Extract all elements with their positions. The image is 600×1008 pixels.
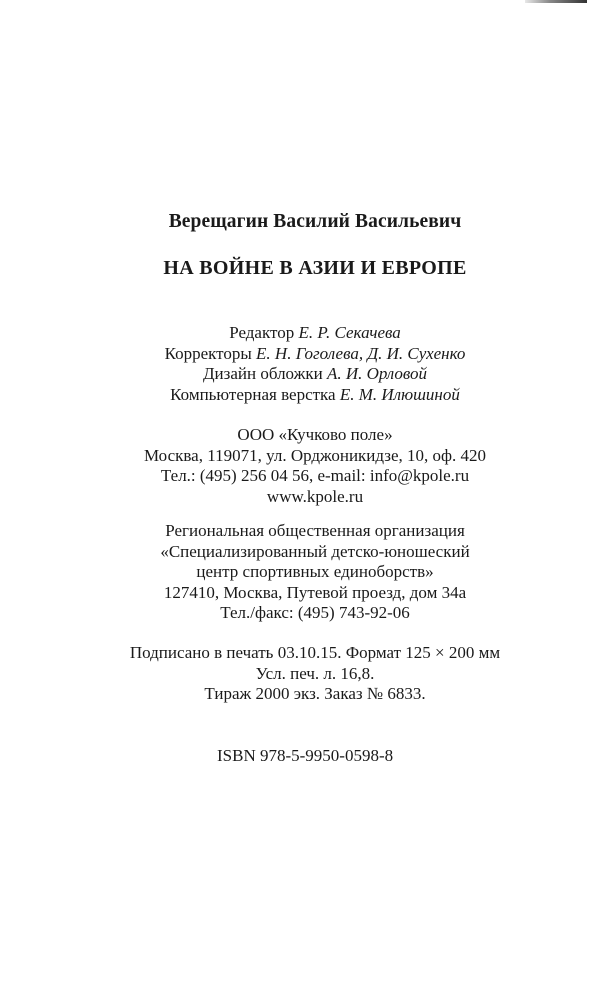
print-sheets: Усл. печ. л. 16,8. <box>255 663 375 683</box>
org-address: 127410, Москва, Путевой проезд, дом 34а <box>163 582 467 602</box>
credit-role: Дизайн обложки <box>202 364 323 383</box>
credit-person: А. И. Орловой <box>326 364 428 383</box>
credit-role: Редактор <box>229 323 295 342</box>
book-title: НА ВОЙНЕ В АЗИИ И ЕВРОПЕ <box>163 257 467 279</box>
org-line-3: центр спортивных единоборств» <box>196 562 434 581</box>
organization-block <box>0 521 600 624</box>
scan-edge-artifact <box>525 0 587 3</box>
credit-person: Е. Н. Гоголева, Д. И. Сухенко <box>256 343 466 363</box>
credit-role: Корректоры <box>164 343 252 363</box>
book-author: Верещагин Василий Васильевич <box>168 211 462 232</box>
credits-block <box>0 323 600 405</box>
credit-role: Компьютерная верстка <box>170 384 336 404</box>
credit-cover-design <box>30 364 600 385</box>
isbn: ISBN 978-5-9950-0598-8 <box>217 746 394 765</box>
print-info-block <box>0 643 600 705</box>
org-phone: Тел./факс: (495) 743-92-06 <box>220 603 410 622</box>
publisher-address: Москва, 119071, ул. Орджоникидзе, 10, оф. 420 <box>143 445 487 465</box>
credit-layout <box>30 385 600 406</box>
credit-person: Е. Р. Секачева <box>298 323 401 342</box>
org-line-1: Региональная общественная организация <box>165 521 465 540</box>
credit-person: Е. М. Илюшиной <box>339 384 460 404</box>
publisher-block <box>0 425 600 507</box>
print-run: Тираж 2000 экз. Заказ № 6833. <box>204 684 426 703</box>
publisher-contacts: Тел.: (495) 256 04 56, e-mail: info@kpole.ru <box>160 466 470 485</box>
credit-proofreaders <box>30 344 600 365</box>
print-signed: Подписано в печать 03.10.15. Формат 125 × 200 мм <box>129 643 501 662</box>
org-line-2: «Специализированный детско-юношеский <box>160 541 470 561</box>
publisher-website: www.kpole.ru <box>266 486 364 506</box>
credit-editor <box>30 323 600 344</box>
publisher-name: ООО «Кучково поле» <box>237 425 393 444</box>
